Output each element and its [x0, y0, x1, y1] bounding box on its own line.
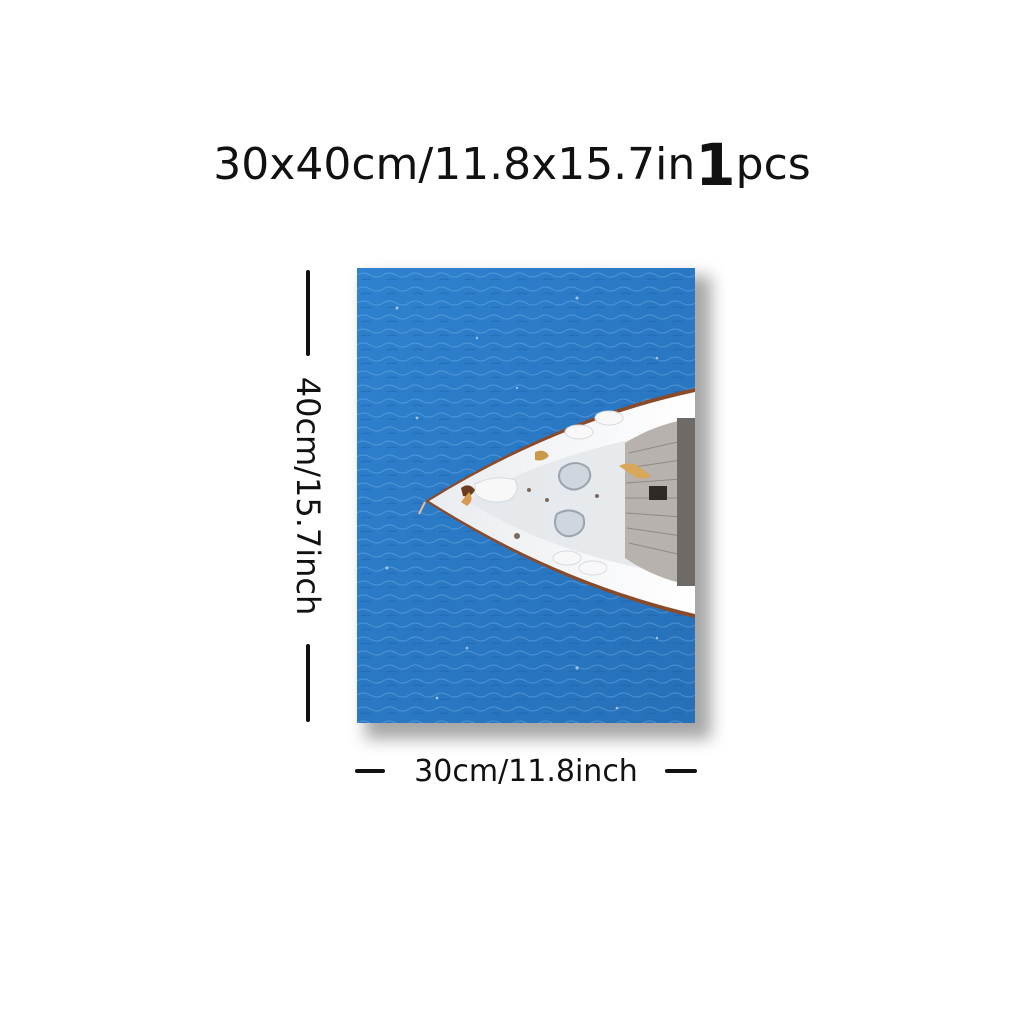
quantity-unit: pcs	[735, 139, 811, 190]
size-title	[0, 131, 1024, 199]
height-dimension	[290, 270, 326, 722]
deck-wood	[625, 418, 695, 586]
quantity-number: 1	[695, 131, 736, 199]
canvas-print	[357, 268, 695, 723]
canvas-artwork	[357, 268, 695, 723]
size-title-text: 30x40cm/11.8x15.7in	[213, 139, 696, 190]
yacht-artwork	[357, 268, 695, 723]
width-dimension-label: 30cm/11.8inch	[414, 754, 638, 789]
height-dimension-line-top	[306, 270, 310, 356]
height-dimension-label: 40cm/15.7inch	[289, 376, 327, 616]
width-dimension	[355, 752, 697, 792]
width-dimension-line-right	[665, 769, 697, 773]
height-dimension-line-bottom	[306, 644, 310, 722]
